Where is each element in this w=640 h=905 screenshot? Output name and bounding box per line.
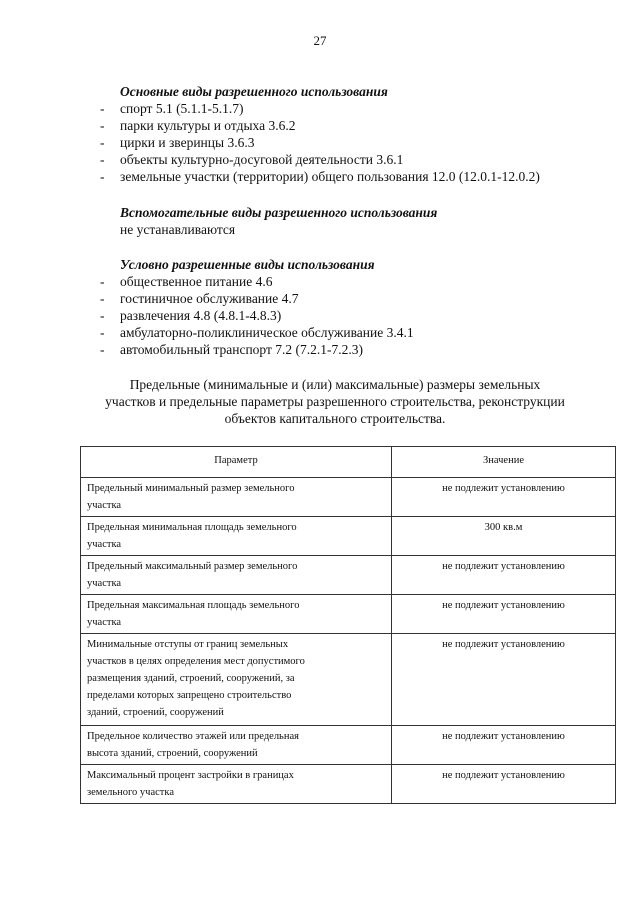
value-cell: 300 кв.м — [392, 517, 616, 556]
page-number: 27 — [313, 33, 327, 48]
param-cell — [81, 595, 392, 634]
param-line: зданий, строений, сооружений — [87, 707, 224, 718]
param-line: участка — [87, 617, 122, 628]
bullet: - — [100, 308, 105, 323]
list-item — [100, 307, 600, 324]
list-item-text: амбулаторно-поликлиническое обслуживание 3.4.1 — [120, 325, 414, 340]
param-line: Минимальные отступы от границ земельных — [87, 639, 289, 650]
conditional-uses-heading: Условно разрешенные виды использования — [120, 257, 375, 272]
param-cell — [81, 765, 392, 804]
auxiliary-uses-section — [100, 204, 600, 238]
list-item-text: спорт 5.1 (5.1.1-5.1.7) — [120, 101, 244, 116]
conditional-uses-section — [100, 256, 600, 358]
table-row — [81, 517, 616, 556]
main-uses-section — [100, 83, 600, 185]
list-item — [100, 273, 600, 290]
list-item — [100, 324, 600, 341]
value-cell: не подлежит установлению — [392, 478, 616, 517]
bullet: - — [100, 325, 105, 340]
list-item — [100, 117, 600, 134]
param-line: участка — [87, 539, 122, 550]
list-item — [100, 134, 600, 151]
list-item — [100, 341, 600, 358]
table-row — [81, 478, 616, 517]
value-cell: не подлежит установлению — [392, 556, 616, 595]
table-row — [81, 634, 616, 726]
list-item-text: автомобильный транспорт 7.2 (7.2.1-7.2.3) — [120, 342, 363, 357]
value-cell: не подлежит установлению — [392, 634, 616, 726]
param-line: земельного участка — [87, 787, 174, 798]
bullet: - — [100, 152, 105, 167]
param-cell — [81, 517, 392, 556]
conditional-uses-list — [100, 273, 600, 358]
list-item-text: гостиничное обслуживание 4.7 — [120, 291, 299, 306]
param-cell — [81, 478, 392, 517]
list-item — [100, 151, 600, 168]
list-item-text: парки культуры и отдыха 3.6.2 — [120, 118, 296, 133]
list-item-text: объекты культурно-досуговой деятельности 3.6.1 — [120, 152, 404, 167]
bullet: - — [100, 169, 105, 184]
main-uses-list — [100, 100, 600, 185]
param-line: участков в целях определения мест допустимого — [87, 656, 305, 667]
value-cell: не подлежит установлению — [392, 765, 616, 804]
list-item-text: развлечения 4.8 (4.8.1-4.8.3) — [120, 308, 282, 323]
parameters-table — [80, 446, 616, 804]
param-line: пределами которых запрещено строительство — [87, 690, 292, 701]
list-item — [100, 168, 600, 185]
bullet: - — [100, 274, 105, 289]
param-line: Предельное количество этажей или предельная — [87, 731, 299, 742]
param-cell — [81, 556, 392, 595]
table-intro — [85, 376, 585, 427]
param-line: Предельный максимальный размер земельного — [87, 561, 298, 572]
list-item — [100, 290, 600, 307]
intro-line: участков и предельные параметры разрешенного строительства, реконструкции — [105, 394, 565, 409]
bullet: - — [100, 118, 105, 133]
param-line: размещения зданий, строений, сооружений, за — [87, 673, 295, 684]
bullet: - — [100, 291, 105, 306]
header-value: Значение — [392, 447, 616, 478]
header-param: Параметр — [81, 447, 392, 478]
value-cell: не подлежит установлению — [392, 595, 616, 634]
list-item-text: цирки и зверинцы 3.6.3 — [120, 135, 255, 150]
value-cell: не подлежит установлению — [392, 726, 616, 765]
intro-line: объектов капитального строительства. — [224, 411, 446, 426]
param-line: Максимальный процент застройки в границах — [87, 770, 294, 781]
param-cell — [81, 634, 392, 726]
param-line: участка — [87, 578, 122, 589]
table-row — [81, 765, 616, 804]
table-row — [81, 726, 616, 765]
param-line: участка — [87, 500, 122, 511]
bullet: - — [100, 101, 105, 116]
param-line: Предельный минимальный размер земельного — [87, 483, 295, 494]
param-line: высота зданий, строений, сооружений — [87, 748, 258, 759]
table-header-row — [81, 447, 616, 478]
table-row — [81, 595, 616, 634]
intro-line: Предельные (минимальные и (или) максимальные) размеры земельных — [129, 377, 541, 392]
list-item-text: общественное питание 4.6 — [120, 274, 273, 289]
param-cell — [81, 726, 392, 765]
param-line: Предельная минимальная площадь земельного — [87, 522, 297, 533]
auxiliary-uses-text: не устанавливаются — [120, 222, 236, 237]
main-uses-heading: Основные виды разрешенного использования — [120, 84, 388, 99]
auxiliary-uses-heading: Вспомогательные виды разрешенного использования — [120, 205, 438, 220]
list-item-text: земельные участки (территории) общего пользования 12.0 (12.0.1-12.0.2) — [120, 169, 540, 184]
list-item — [100, 100, 600, 117]
param-line: Предельная максимальная площадь земельного — [87, 600, 300, 611]
bullet: - — [100, 135, 105, 150]
bullet: - — [100, 342, 105, 357]
table-row — [81, 556, 616, 595]
